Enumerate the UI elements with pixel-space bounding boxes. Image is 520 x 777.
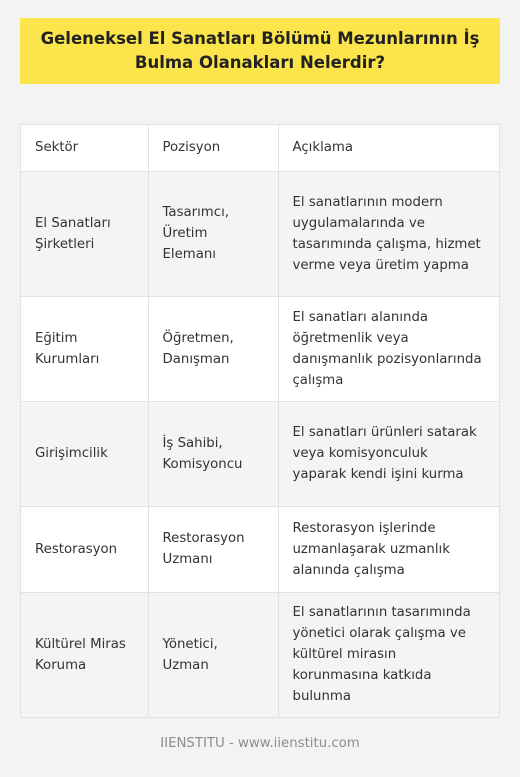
cell-description: El sanatları alanında öğretmenlik veya danışmanlık pozisyonlarında çalışma [278,296,499,401]
cell-position: Tasarımcı, Üretim Elemanı [148,171,278,296]
table-row [21,401,499,506]
cell-description: El sanatları ürünleri satarak veya komisyonculuk yaparak kendi işini kurma [278,401,499,506]
table-row [21,171,499,296]
table-row [21,296,499,401]
cell-description: El sanatlarının modern uygulamalarında ve tasarımında çalışma, hizmet verme veya üretim yapma [278,171,499,296]
column-header-sector: Sektör [21,125,148,171]
cell-sector: Kültürel Miras Koruma [21,592,148,717]
column-header-description: Açıklama [278,125,499,171]
cell-sector: El Sanatları Şirketleri [21,171,148,296]
table-header-row [21,125,499,171]
cell-sector: Eğitim Kurumları [21,296,148,401]
page-title: Geleneksel El Sanatları Bölümü Mezunlarının İş Bulma Olanakları Nelerdir? [40,29,480,72]
cell-position: Yönetici, Uzman [148,592,278,717]
cell-sector: Restorasyon [21,506,148,592]
footer-credit: IIENSTITU - www.iienstitu.com [160,736,360,751]
cell-sector: Girişimcilik [21,401,148,506]
table-row [21,506,499,592]
jobs-table [20,124,500,718]
table-row [21,592,499,717]
cell-description: Restorasyon işlerinde uzmanlaşarak uzmanlık alanında çalışma [278,506,499,592]
table [21,125,499,717]
column-header-position: Pozisyon [148,125,278,171]
cell-position: İş Sahibi, Komisyoncu [148,401,278,506]
cell-position: Öğretmen, Danışman [148,296,278,401]
title-banner [20,18,500,84]
cell-description: El sanatlarının tasarımında yönetici olarak çalışma ve kültürel mirasın korunmasına katkıda bulunma [278,592,499,717]
cell-position: Restorasyon Uzmanı [148,506,278,592]
